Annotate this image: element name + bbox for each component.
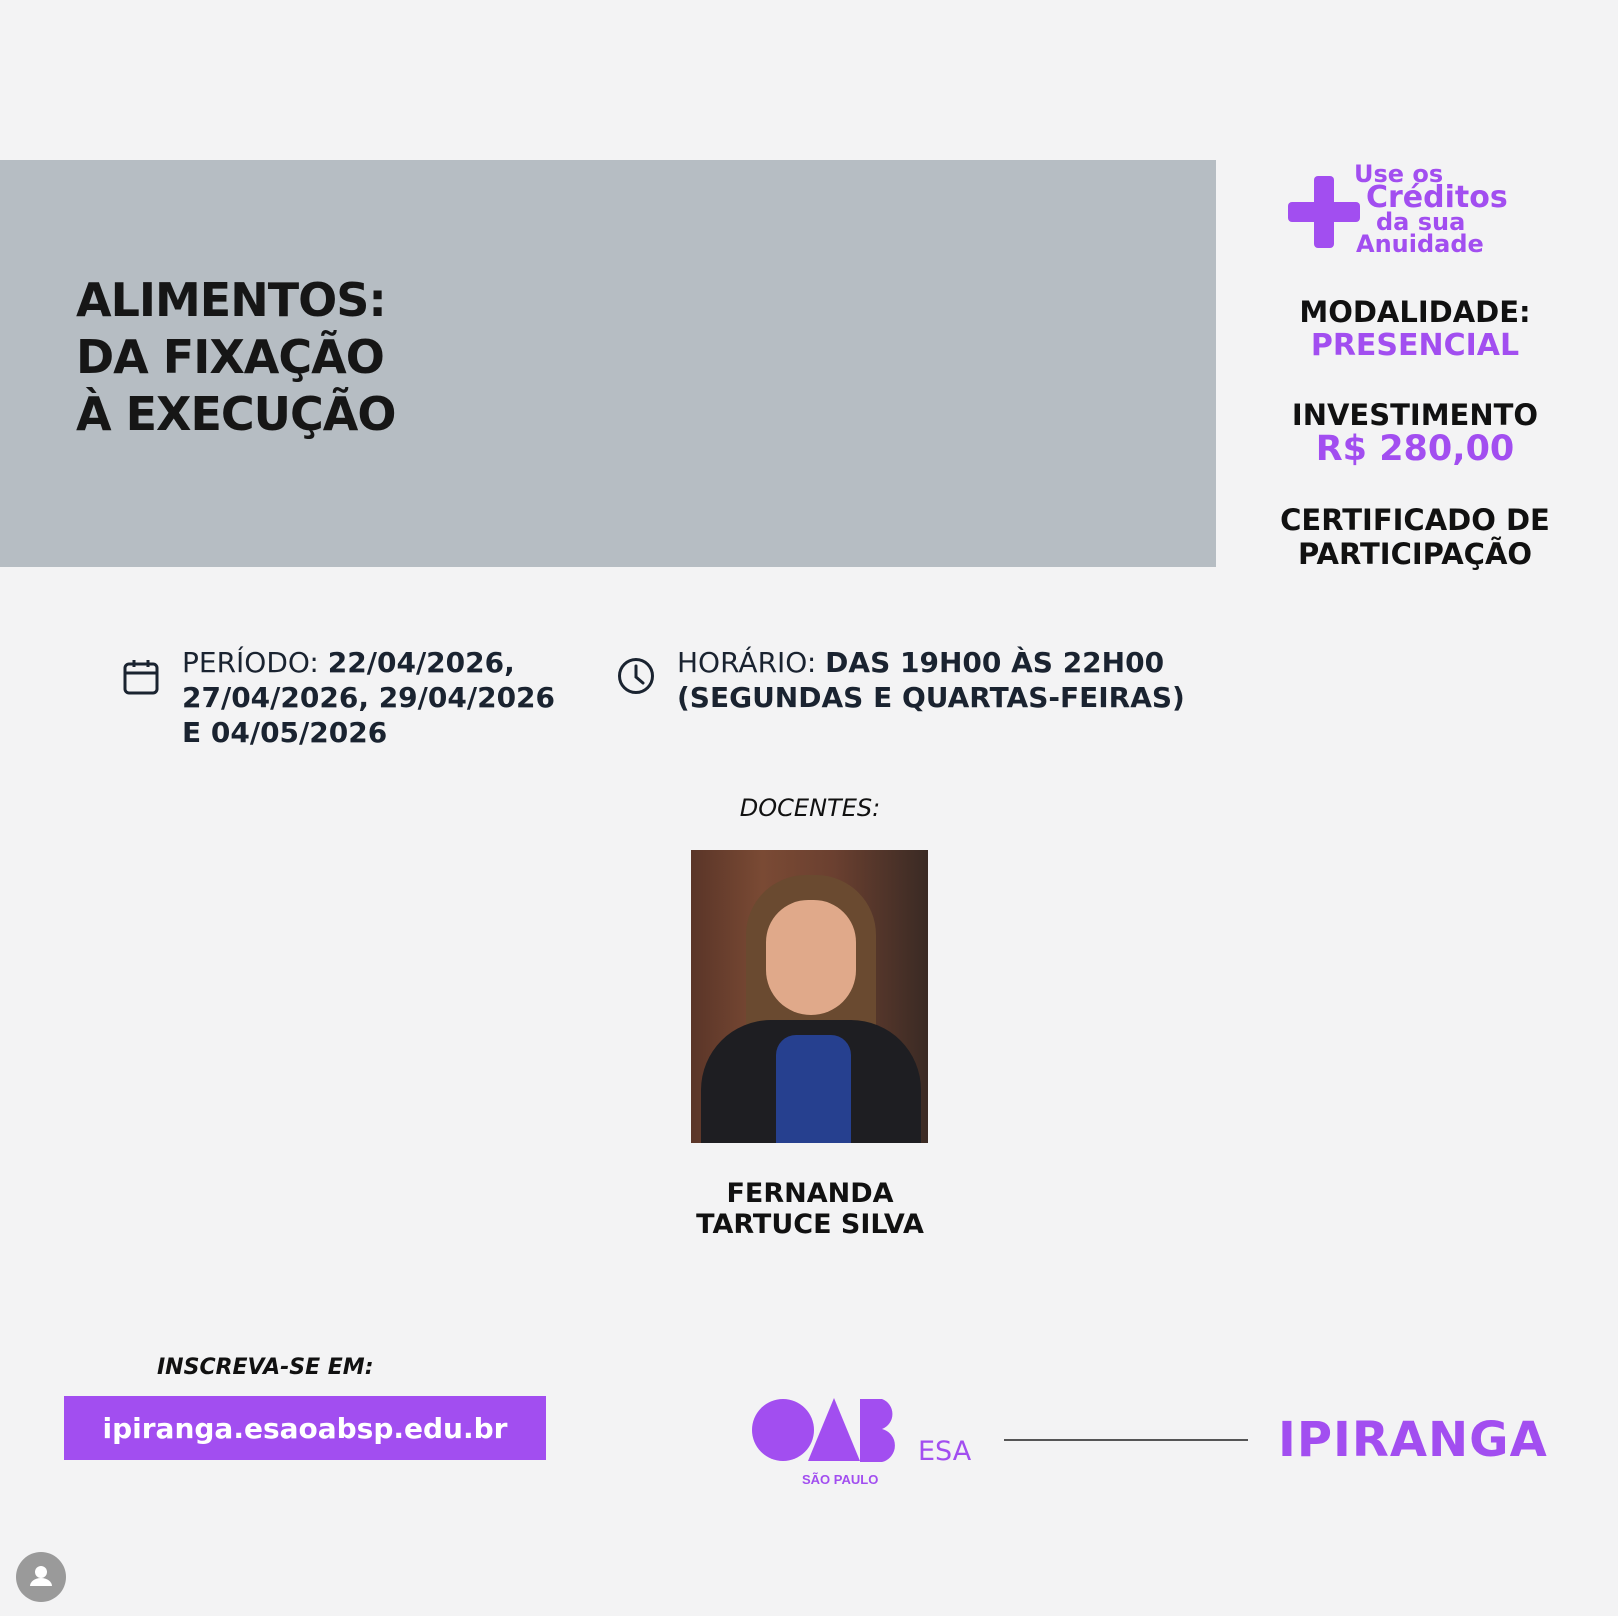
certificado-line-2: PARTICIPAÇÃO [1297,537,1533,571]
horario-text [677,645,1197,715]
certificado-line-1: CERTIFICADO DE [1280,503,1550,537]
credits-line-4: Anuidade [1356,230,1484,258]
calendar-icon [122,658,160,696]
credits-line-2: Créditos [1366,180,1508,215]
title-line-2: DA FIXAÇÃO [76,330,384,384]
investimento-label: INVESTIMENTO [1291,398,1539,432]
inscreva-label: INSCREVA-SE EM: [157,1355,374,1380]
credits-line-1: Use os [1354,160,1444,188]
horario-value-1: DAS 19H00 ÀS 22H00 [825,646,1165,679]
divider-line [1004,1439,1248,1441]
modalidade-label: MODALIDADE: [1299,295,1531,329]
title-line-3: À EXECUÇÃO [76,387,396,441]
docentes-label: DOCENTES: [739,794,881,822]
periodo-text [182,645,582,750]
periodo-value-3: E 04/05/2026 [182,716,388,749]
sao-paulo-text: SÃO PAULO [802,1472,879,1486]
unit-name: IPIRANGA [1278,1412,1548,1468]
avatar[interactable] [16,1552,66,1602]
certificado-block [1250,503,1580,571]
horario-value-2: (SEGUNDAS E QUARTAS-FEIRAS) [677,681,1185,714]
title-line-1: ALIMENTOS: [76,273,386,327]
horario-label: HORÁRIO: [677,646,826,679]
modalidade-value: PRESENCIAL [1310,328,1520,363]
docente-name-line-2: TARTUCE SILVA [696,1209,924,1240]
periodo-value-1: 22/04/2026, [327,646,515,679]
periodo-label: PERÍODO: [182,646,328,679]
plus-icon [1288,176,1360,248]
periodo-value-2: 27/04/2026, 29/04/2026 [182,681,556,714]
esa-text: ESA [918,1436,972,1467]
user-icon [16,1552,66,1602]
course-title [76,272,396,443]
modalidade-block [1250,295,1580,363]
clock-icon [616,656,656,696]
docente-photo [691,850,928,1143]
docente-name [660,1178,960,1240]
oab-logo [752,1396,912,1486]
credits-badge [1288,160,1528,260]
investimento-value: R$ 280,00 [1315,429,1515,469]
signup-url-button[interactable]: ipiranga.esaoabsp.edu.br [64,1396,546,1460]
investimento-block [1250,398,1580,469]
credits-line-3: da sua [1376,208,1466,236]
docente-name-line-1: FERNANDA [726,1178,894,1209]
